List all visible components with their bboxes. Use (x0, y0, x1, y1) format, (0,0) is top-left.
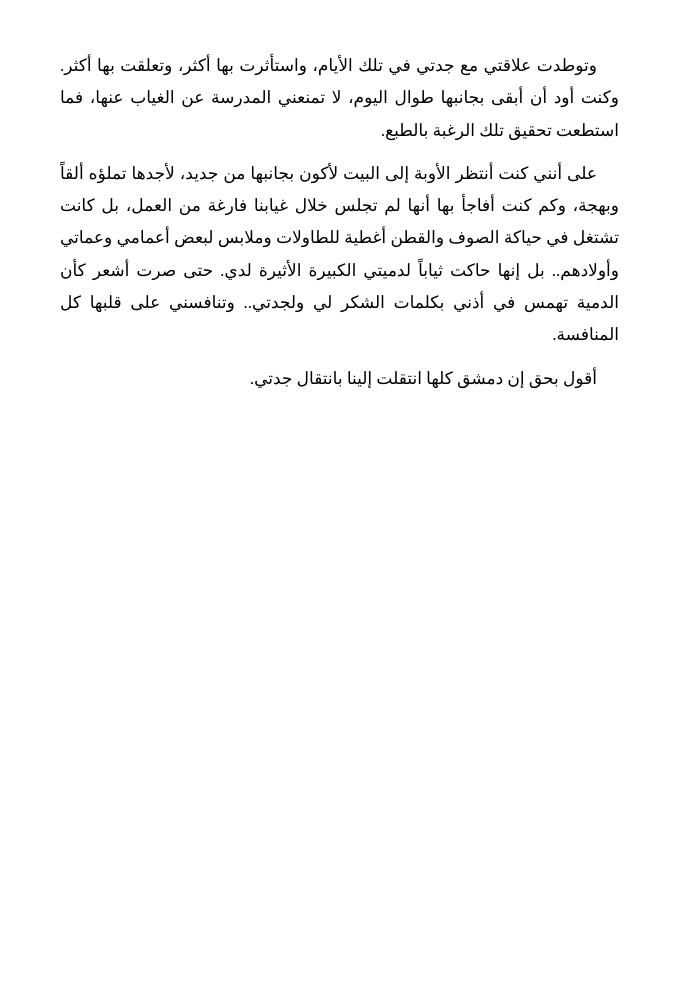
paragraph-3: أقول بحق إن دمشق كلها انتقلت إلينا بانتقال جدتي. (249, 368, 597, 388)
paragraph-2: على أنني كنت أنتظر الأوبة إلى البيت لأكون بجانبها من جديد، لأجدها تملؤه ألقاً وبهجة، وكم كنت أفاجأ بها أنها لم تجلس خلال غيابنا فارغة من العمل، بل كانت تشتغل في حياكة الصوف والقطن أغطية للطاولات وملابس لبعض أعمامي وعماتي وأولادهم.. بل إنها حاكت ثياباً لدميتي الكبيرة الأثيرة لدي. حتى صرت أشعر كأن الدمية تهمس في أذني بكلمات الشكر لي ولجدتي.. وتنافسني على قلبها كل المنافسة. (60, 163, 619, 345)
paragraph-1: وتوطدت علاقتي مع جدتي في تلك الأيام، واستأثرت بها أكثر، وتعلقت بها أكثر. وكنت أود أن أبقى بجانبها طوال اليوم، لا تمنعني المدرسة عن الغياب عنها، فما استطعت تحقيق تلك الرغبة بالطبع. (60, 56, 619, 140)
body-text (60, 50, 619, 406)
